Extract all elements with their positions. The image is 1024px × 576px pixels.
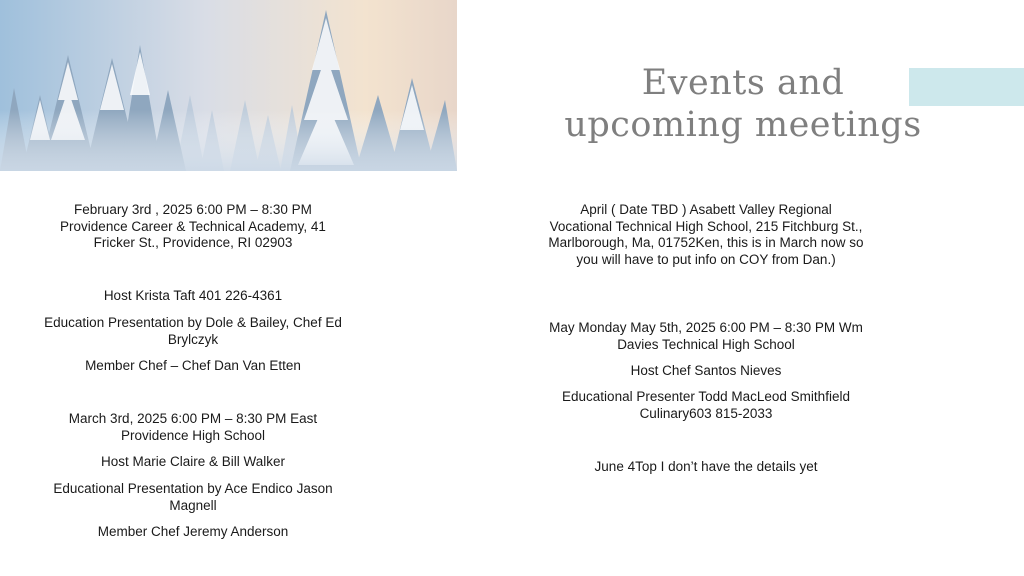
feb-education-text: Education Presentation by Dole & Bailey, Chef Ed Brylczyk [44,315,342,347]
may-host-text: Host Chef Santos Nieves [630,363,782,378]
apr-event-text: April ( Date TBD ) Asabett Valley Regional Vocational Technical High School, 215 Fitchburg St., Marlborough, Ma, 01752Ken, this is in March now so you will have to put info on COY from Dan.) [548,202,864,267]
mar-education-text: Educational Presentation by Ace Endico Jason Magnell [53,481,333,513]
winter-trees-photo [0,0,457,171]
may-education-text: Educational Presenter Todd MacLeod Smithfield Culinary603 815-2033 [562,389,850,421]
mar-member-chef-text: Member Chef Jeremy Anderson [97,524,289,539]
feb-event-text: February 3rd , 2025 6:00 PM – 8:30 PM Providence Career & Technical Academy, 41 Fricker St., Providence, RI 02903 [60,202,326,250]
may-event-text: May Monday May 5th, 2025 6:00 PM – 8:30 PM Wm Davies Technical High School [549,320,863,352]
accent-bar [909,68,1024,106]
feb-member-chef-text: Member Chef – Chef Dan Van Etten [85,358,301,373]
mar-host-text: Host Marie Claire & Bill Walker [100,454,286,469]
feb-host-text: Host Krista Taft 401 226-4361 [103,288,283,303]
june-event-text: June 4Top I don’t have the details yet [594,459,818,474]
mar-event-text: March 3rd, 2025 6:00 PM – 8:30 PM East Providence High School [68,411,318,443]
slide-title: Events and upcoming meetings [564,63,922,145]
